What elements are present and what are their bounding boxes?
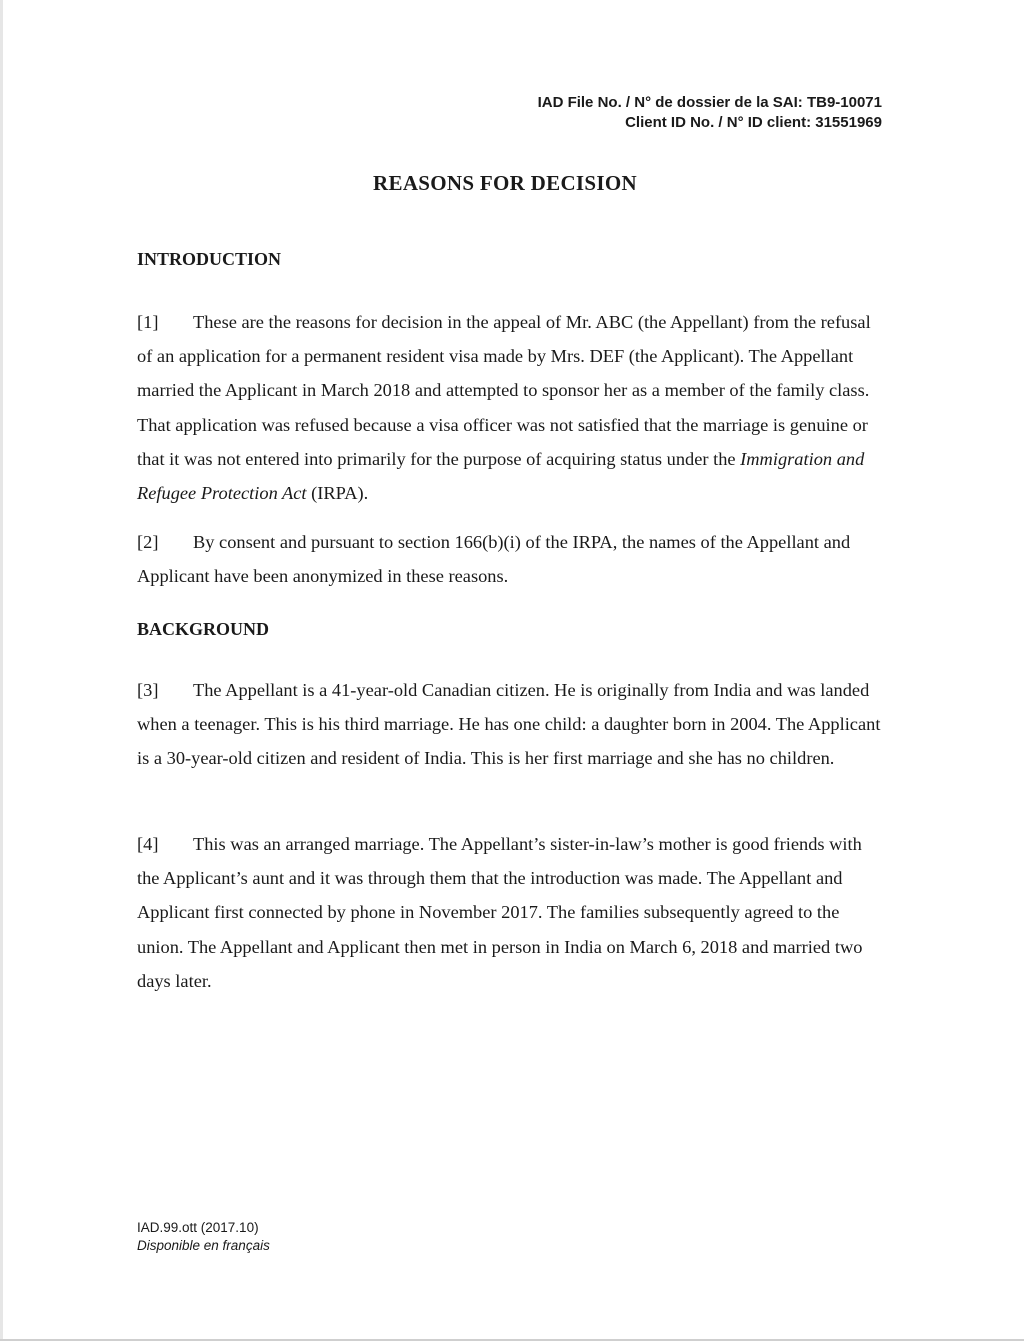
page-edge (0, 0, 3, 1341)
document-title: REASONS FOR DECISION (373, 171, 637, 195)
statute-title: Immigration and Refugee Protection Act (137, 448, 865, 504)
form-code: IAD.99.ott (2017.10) (137, 1220, 259, 1235)
paragraph-text: By consent and pursuant to section 166(b)(i) of the IRPA, the names of the Appellant and Applicant have been anonymized in these reasons. (137, 532, 851, 587)
paragraph-text: (IRPA). (306, 483, 369, 504)
french-availability-note: Disponible en français (137, 1238, 270, 1253)
paragraph-number: [1] (137, 312, 159, 332)
paragraph-2 (137, 525, 887, 593)
iad-file-number: IAD File No. / N° de dossier de la SAI: TB9-10071 (537, 94, 882, 111)
paragraph-text: This was an arranged marriage. The Appellant’s sister-in-law’s mother is good friends with the Applicant’s aunt and it was through them that the introduction was made. The Appellant and Applicant first connected by phone in November 2017. The families subsequently agreed to the union. The Appellant and Applicant then met in person in India on March 6, 2018 and married two days later. (137, 834, 863, 991)
paragraph-text: These are the reasons for decision in the appeal of Mr. ABC (the Appellant) from the refusal of an application for a permanent resident visa made by Mrs. DEF (the Applicant). The Appellant married the Applicant in March 2018 and attempted to sponsor her as a member of the family class. That application was refused because a visa officer was not satisfied that the marriage is genuine or that it was not entered into primarily for the purpose of acquiring status under the (137, 312, 871, 469)
paragraph-text: The Appellant is a 41-year-old Canadian citizen. He is originally from India and was landed when a teenager. This is his third marriage. He has one child: a daughter born in 2004. The Applicant is a 30-year-old citizen and resident of India. This is her first marriage and she has no children. (137, 680, 881, 769)
paragraph-number: [2] (137, 532, 159, 552)
file-header (538, 93, 882, 133)
form-footer (137, 1219, 270, 1255)
paragraph-number: [4] (137, 834, 159, 854)
section-heading-background: BACKGROUND (137, 619, 270, 639)
paragraph-1 (137, 305, 887, 510)
paragraph-3 (137, 673, 887, 776)
client-id-number: Client ID No. / N° ID client: 31551969 (625, 114, 882, 131)
paragraph-number: [3] (137, 680, 159, 700)
paragraph-4 (137, 827, 887, 998)
section-heading-introduction: INTRODUCTION (137, 249, 282, 269)
